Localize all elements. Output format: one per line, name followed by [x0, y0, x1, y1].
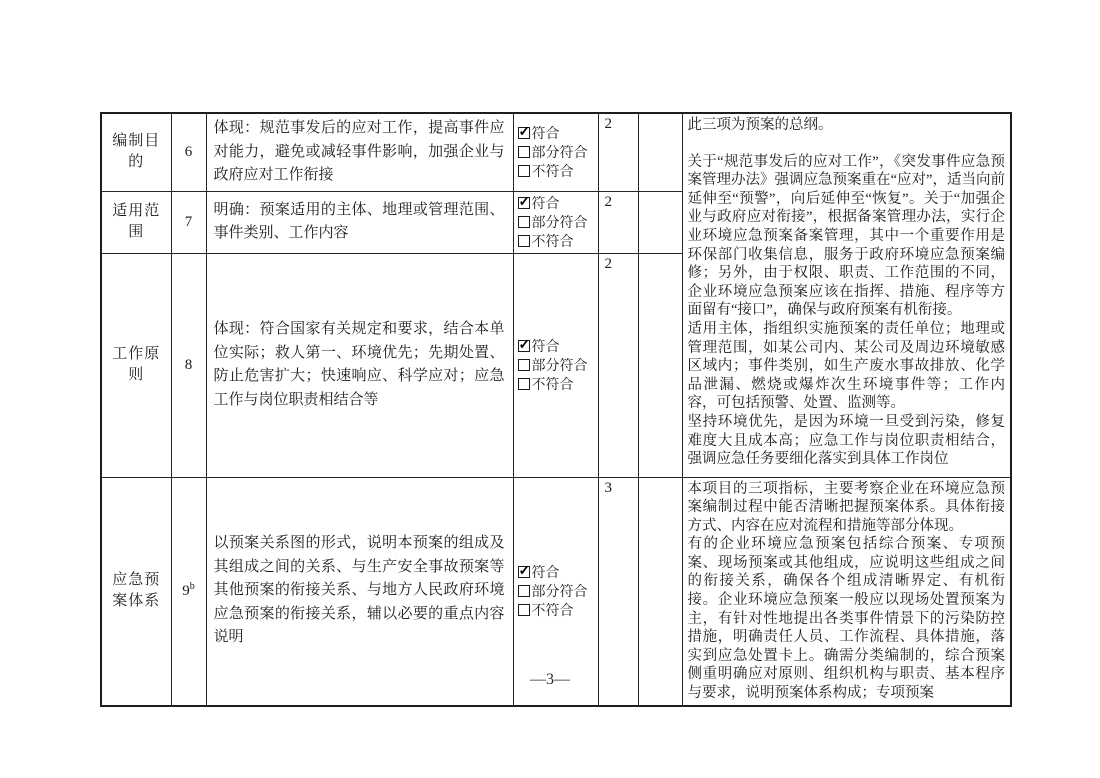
checkbox-unchecked-icon: [518, 146, 530, 158]
option-label: 部分符合: [531, 216, 588, 231]
option-bufenfuhe: [518, 213, 596, 232]
conformity-options: [513, 253, 598, 477]
option-label: 不符合: [531, 378, 574, 393]
score-value: 3: [598, 477, 638, 706]
note-paragraph: 有的企业环境应急预案包括综合预案、专项预案、现场预案或其他组成，应说明这些组成之间的衔接关系，确保各个组成清晰界定、有机衔接。企业环境应急预案一般应以现场处置预案为主，有针对性地提出各类事件情景下的污染防控措施，明确责任人员、工作流程、具体措施，落实到应急处置卡上。确需分类编制的，综合预案侧重明确应对原则、组织机构与职责、基本程序与要求，说明预案体系构成；专项预案: [687, 536, 1005, 702]
checkbox-unchecked-icon: [518, 235, 530, 247]
indicator-name: 应急预案体系: [101, 477, 171, 706]
table-row-bianzhimudi: [101, 113, 1011, 191]
checkbox-unchecked-icon: [518, 359, 530, 371]
conformity-options: [513, 113, 598, 191]
option-bufenfuhe: [518, 143, 596, 162]
note-paragraph: 坚持环境优先，是因为环境一旦受到污染，修复难度大且成本高；应急工作与岗位职责相结合，强调应急任务要细化落实到具体工作岗位: [687, 413, 1005, 468]
option-label: 不符合: [531, 235, 574, 250]
checkbox-checked-icon: [518, 566, 530, 578]
empty-cell: [638, 113, 682, 191]
footnote-marker: b: [189, 580, 195, 592]
option-label: 不符合: [531, 604, 574, 620]
indicator-name: 适用范围: [101, 191, 171, 253]
option-label: 部分符合: [531, 359, 588, 374]
checkbox-checked-icon: [518, 340, 530, 352]
option-label: 符合: [531, 566, 560, 582]
option-fuhe: [518, 124, 596, 143]
note-paragraph: 本项目的三项指标，主要考察企业在环境应急预案编制过程中能否清晰把握预案体系。具体衔接方式、内容在应对流程和措施等部分体现。: [687, 480, 1005, 534]
indicator-description: 体现：符合国家有关规定和要求，结合本单位实际；救人第一、环境优先；先期处置、防止危害扩大；快速响应、科学应对；应急工作与岗位职责相结合等: [206, 253, 513, 477]
indicator-number: 6: [171, 113, 206, 191]
checkbox-unchecked-icon: [518, 604, 530, 616]
option-label: 符合: [531, 197, 560, 212]
indicator-description: 体现：规范事发后的应对工作，提高事件应对能力，避免或减轻事件影响，加强企业与政府应对工作衔接: [206, 113, 513, 191]
option-bufuhe: [518, 375, 596, 394]
indicator-number: 9$^b$: [171, 477, 206, 706]
note-paragraph: 关于“规范事发后的应对工作”，《突发事件应急预案管理办法》强调应急预案重在“应对”，适当向前延伸至“预警”，向后延伸至“恢复”。关于“加强企业与政府应对衔接”，根据备案管理办法，实行企业环境应急预案备案管理，其中一个重要作用是环保部门收集信息，服务于政府环境应急预案编修；另外，由于权限、职责、工作范围的不同，企业环境应急预案应该在指挥、措施、程序等方面留有“接口”，确保与政府预案有机衔接。: [687, 153, 1005, 319]
indicator-description: 明确：预案适用的主体、地理或管理范围、事件类别、工作内容: [206, 191, 513, 253]
option-bufuhe: [518, 601, 596, 620]
checkbox-checked-icon: [518, 127, 530, 139]
option-bufuhe: [518, 162, 596, 181]
option-fuhe: [518, 194, 596, 213]
option-label: 不符合: [531, 165, 574, 181]
option-label: 部分符合: [531, 146, 588, 162]
note-cell: [682, 113, 1011, 477]
indicator-number: 7: [171, 191, 206, 253]
review-table: [100, 112, 1012, 707]
score-value: 2: [598, 191, 638, 253]
option-fuhe: [518, 337, 596, 356]
indicator-number: 8: [171, 253, 206, 477]
empty-cell: [638, 191, 682, 253]
checkbox-checked-icon: [518, 197, 530, 209]
checkbox-unchecked-icon: [518, 216, 530, 228]
checkbox-unchecked-icon: [518, 165, 530, 177]
option-label: 部分符合: [531, 585, 588, 601]
indicator-name: 编制目的: [101, 113, 171, 191]
conformity-options: [513, 191, 598, 253]
option-fuhe: [518, 563, 596, 582]
checkbox-unchecked-icon: [518, 378, 530, 390]
option-label: 符合: [531, 127, 560, 143]
option-bufenfuhe: [518, 356, 596, 375]
option-label: 符合: [531, 340, 560, 355]
score-value: 2: [598, 253, 638, 477]
note-paragraph: 适用主体，指组织实施预案的责任单位；地理或管理范围，如某公司内、某公司及周边环境敏感区域内；事件类别，如生产废水事故排放、化学品泄漏、燃烧或爆炸次生环境事件等；工作内容，可包括预警、处置、监测等。: [687, 320, 1005, 412]
indicator-name: 工作原则: [101, 253, 171, 477]
score-value: 2: [598, 113, 638, 191]
option-bufuhe: [518, 232, 596, 251]
empty-cell: [638, 253, 682, 477]
checkbox-unchecked-icon: [518, 585, 530, 597]
page-number: —3—: [530, 671, 570, 688]
indicator-description: 以预案关系图的形式，说明本预案的组成及其组成之间的关系、与生产安全事故预案等其他预案的衔接关系、与地方人民政府环境应急预案的衔接关系，辅以必要的重点内容说明: [206, 477, 513, 706]
option-bufenfuhe: [518, 582, 596, 601]
note-paragraph: 此三项为预案的总纲。: [687, 117, 833, 133]
